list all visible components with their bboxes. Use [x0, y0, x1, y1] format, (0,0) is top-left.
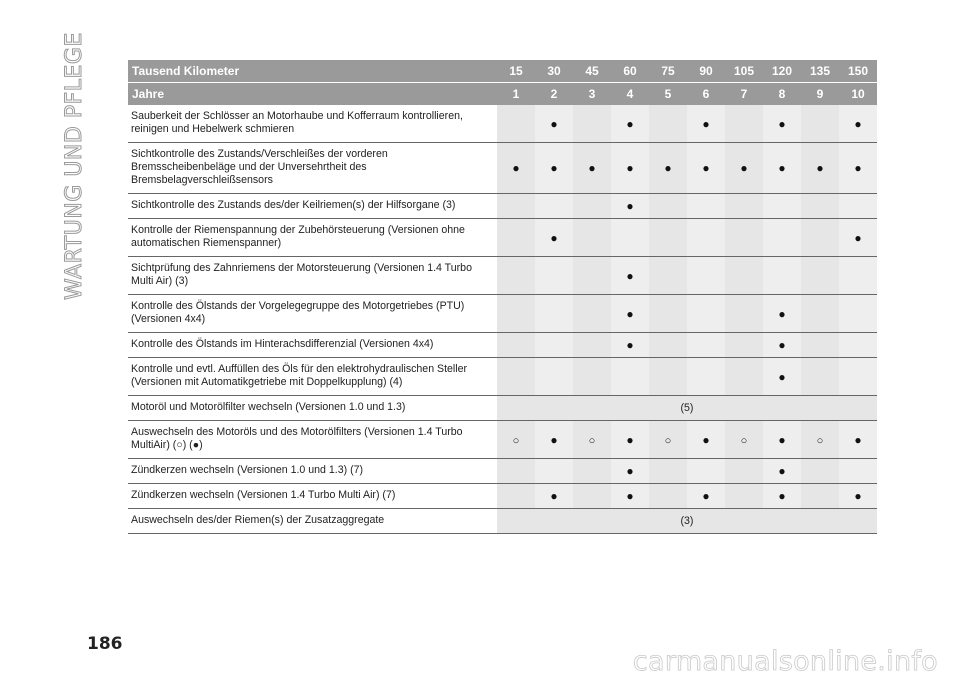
- row-description: Zündkerzen wechseln (Versionen 1.4 Turbo Multi Air) (7): [128, 484, 497, 509]
- km-header-value: 45: [573, 60, 611, 82]
- interval-cell: [763, 333, 801, 358]
- maintenance-schedule-table: [128, 60, 877, 534]
- interval-cell: [611, 421, 649, 459]
- filled-dot-icon: ●: [550, 230, 558, 245]
- year-header-value: 10: [839, 83, 877, 105]
- km-header-value: 60: [611, 60, 649, 82]
- interval-cell: [611, 143, 649, 194]
- interval-cell: [687, 105, 725, 143]
- filled-dot-icon: ●: [854, 116, 862, 131]
- interval-cell: [687, 333, 725, 358]
- page-number: 186: [87, 634, 123, 654]
- interval-cell: [497, 194, 535, 219]
- interval-cell: [839, 295, 877, 333]
- filled-dot-icon: ●: [816, 161, 824, 175]
- interval-cell: [611, 484, 649, 509]
- interval-cell: [535, 143, 573, 194]
- open-circle-icon: ○: [512, 434, 520, 447]
- interval-cell: [611, 257, 649, 295]
- interval-cell: [611, 333, 649, 358]
- interval-cell: [611, 194, 649, 219]
- filled-dot-icon: ●: [550, 116, 558, 131]
- row-description: Auswechseln des Motoröls und des Motorölfilters (Versionen 1.4 Turbo MultiAir) (○) (●): [128, 421, 497, 459]
- interval-cell: [725, 143, 763, 194]
- interval-cell: [535, 333, 573, 358]
- interval-cell: [801, 459, 839, 484]
- interval-cell: [763, 295, 801, 333]
- interval-cell: [611, 358, 649, 396]
- interval-cell: [649, 333, 687, 358]
- filled-dot-icon: ●: [626, 489, 634, 503]
- km-header-label: Tausend Kilometer: [128, 60, 497, 82]
- filled-dot-icon: ●: [702, 432, 710, 447]
- interval-cell: [535, 484, 573, 509]
- interval-cell: [763, 459, 801, 484]
- row-description: Motoröl und Motorölfilter wechseln (Versionen 1.0 und 1.3): [128, 396, 497, 421]
- row-description: Kontrolle des Ölstands der Vorgelegegruppe des Motorgetriebes (PTU) (Versionen 4x4): [128, 295, 497, 333]
- interval-cell: [839, 143, 877, 194]
- interval-cell: [801, 421, 839, 459]
- km-header-value: 150: [839, 60, 877, 82]
- km-header-value: 30: [535, 60, 573, 82]
- interval-cell: [649, 105, 687, 143]
- interval-cell: [497, 459, 535, 484]
- interval-cell: [801, 333, 839, 358]
- interval-cell: [725, 257, 763, 295]
- table-row: [128, 105, 877, 143]
- filled-dot-icon: ●: [702, 161, 710, 175]
- interval-cell: [725, 194, 763, 219]
- interval-cell: [725, 358, 763, 396]
- year-header-value: 7: [725, 83, 763, 105]
- interval-cell: [649, 257, 687, 295]
- filled-dot-icon: ●: [626, 161, 634, 175]
- row-description: Sichtprüfung des Zahnriemens der Motorsteuerung (Versionen 1.4 Turbo Multi Air) (3): [128, 257, 497, 295]
- filled-dot-icon: ●: [588, 161, 596, 175]
- row-description: Sauberkeit der Schlösser an Motorhaube und Kofferraum kontrollieren, reinigen und Hebelwerk schmieren: [128, 105, 497, 143]
- interval-cell: [687, 295, 725, 333]
- filled-dot-icon: ●: [854, 432, 862, 447]
- interval-cell: [573, 257, 611, 295]
- table-row: [128, 295, 877, 333]
- table-row: [128, 194, 877, 219]
- table-row: [128, 333, 877, 358]
- interval-cell: [573, 143, 611, 194]
- interval-cell: [497, 219, 535, 257]
- table-row: [128, 219, 877, 257]
- interval-cell: [535, 194, 573, 219]
- interval-cell: [687, 421, 725, 459]
- interval-cell: [649, 295, 687, 333]
- interval-cell: [687, 459, 725, 484]
- interval-cell: [801, 358, 839, 396]
- interval-cell: [649, 143, 687, 194]
- interval-cell: [611, 219, 649, 257]
- interval-cell: [611, 459, 649, 484]
- interval-cell: [687, 219, 725, 257]
- interval-cell: [535, 295, 573, 333]
- interval-cell: [573, 194, 611, 219]
- interval-cell: [497, 143, 535, 194]
- interval-cell: [573, 484, 611, 509]
- filled-dot-icon: ●: [854, 230, 862, 245]
- table-row: [128, 396, 877, 421]
- interval-cell: [801, 105, 839, 143]
- interval-cell: [573, 421, 611, 459]
- filled-dot-icon: ●: [550, 161, 558, 175]
- filled-dot-icon: ●: [702, 116, 710, 131]
- filled-dot-icon: ●: [778, 369, 786, 384]
- row-description: Sichtkontrolle des Zustands/Verschleißes der vorderen Bremsscheibenbeläge und der Unversehrtheit des Bremsbelagverschleißsensors: [128, 143, 497, 194]
- table-row: [128, 143, 877, 194]
- interval-cell: [801, 219, 839, 257]
- filled-dot-icon: ●: [626, 306, 634, 321]
- interval-cell: [611, 105, 649, 143]
- row-description: Zündkerzen wechseln (Versionen 1.0 und 1.3) (7): [128, 459, 497, 484]
- interval-cell: [573, 358, 611, 396]
- km-header-value: 75: [649, 60, 687, 82]
- interval-cell: [687, 143, 725, 194]
- interval-cell: [649, 358, 687, 396]
- open-circle-icon: ○: [588, 434, 596, 447]
- interval-cell: [763, 105, 801, 143]
- row-description: Kontrolle der Riemenspannung der Zubehörsteuerung (Versionen ohne automatischen Riemenspanner): [128, 219, 497, 257]
- interval-cell: [611, 295, 649, 333]
- filled-dot-icon: ●: [778, 116, 786, 131]
- table-row: [128, 459, 877, 484]
- km-header-row: [128, 60, 877, 82]
- year-header-value: 9: [801, 83, 839, 105]
- section-title-vertical: WARTUNG UND PFLEGE: [62, 32, 87, 300]
- interval-cell: [573, 333, 611, 358]
- filled-dot-icon: ●: [512, 161, 520, 175]
- interval-cell: [839, 421, 877, 459]
- year-header-value: 4: [611, 83, 649, 105]
- years-header-row: [128, 83, 877, 105]
- interval-cell: [839, 257, 877, 295]
- year-header-value: 3: [573, 83, 611, 105]
- table-row: [128, 421, 877, 459]
- interval-cell: [839, 484, 877, 509]
- interval-cell: [839, 333, 877, 358]
- filled-dot-icon: ●: [550, 432, 558, 447]
- interval-cell: [497, 257, 535, 295]
- km-header-value: 15: [497, 60, 535, 82]
- filled-dot-icon: ●: [626, 338, 634, 352]
- filled-dot-icon: ●: [702, 489, 710, 503]
- row-note: (5): [497, 396, 877, 421]
- interval-cell: [687, 257, 725, 295]
- interval-cell: [687, 194, 725, 219]
- interval-cell: [535, 421, 573, 459]
- year-header-value: 2: [535, 83, 573, 105]
- table-row: [128, 484, 877, 509]
- filled-dot-icon: ●: [664, 161, 672, 175]
- interval-cell: [497, 333, 535, 358]
- interval-cell: [763, 421, 801, 459]
- interval-cell: [649, 484, 687, 509]
- table-row: [128, 358, 877, 396]
- interval-cell: [573, 105, 611, 143]
- interval-cell: [763, 484, 801, 509]
- row-description: Kontrolle des Ölstands im Hinterachsdifferenzial (Versionen 4x4): [128, 333, 497, 358]
- filled-dot-icon: ●: [854, 489, 862, 503]
- interval-cell: [763, 219, 801, 257]
- interval-cell: [535, 257, 573, 295]
- filled-dot-icon: ●: [626, 432, 634, 447]
- interval-cell: [573, 459, 611, 484]
- filled-dot-icon: ●: [778, 338, 786, 352]
- filled-dot-icon: ●: [626, 268, 634, 283]
- interval-cell: [763, 358, 801, 396]
- filled-dot-icon: ●: [854, 161, 862, 175]
- interval-cell: [801, 194, 839, 219]
- interval-cell: [535, 219, 573, 257]
- table-row: [128, 257, 877, 295]
- interval-cell: [573, 295, 611, 333]
- filled-dot-icon: ●: [778, 432, 786, 447]
- filled-dot-icon: ●: [778, 161, 786, 175]
- interval-cell: [725, 484, 763, 509]
- interval-cell: [801, 484, 839, 509]
- km-header-value: 105: [725, 60, 763, 82]
- year-header-value: 6: [687, 83, 725, 105]
- filled-dot-icon: ●: [626, 116, 634, 131]
- row-description: Kontrolle und evtl. Auffüllen des Öls für den elektrohydraulischen Steller (Versionen mit Automatikgetriebe mit Doppelkupplung) (4): [128, 358, 497, 396]
- interval-cell: [839, 219, 877, 257]
- watermark: carmanualsonline.info: [632, 646, 938, 677]
- interval-cell: [725, 459, 763, 484]
- interval-cell: [839, 358, 877, 396]
- year-header-value: 8: [763, 83, 801, 105]
- filled-dot-icon: ●: [626, 199, 634, 213]
- interval-cell: [801, 295, 839, 333]
- interval-cell: [763, 143, 801, 194]
- interval-cell: [725, 421, 763, 459]
- years-header-label: Jahre: [128, 83, 497, 105]
- interval-cell: [649, 219, 687, 257]
- row-note: (3): [497, 509, 877, 534]
- filled-dot-icon: ●: [778, 489, 786, 503]
- interval-cell: [725, 295, 763, 333]
- interval-cell: [839, 105, 877, 143]
- open-circle-icon: ○: [740, 434, 748, 447]
- interval-cell: [801, 257, 839, 295]
- filled-dot-icon: ●: [550, 489, 558, 503]
- km-header-value: 135: [801, 60, 839, 82]
- km-header-value: 120: [763, 60, 801, 82]
- interval-cell: [497, 358, 535, 396]
- table-row: [128, 509, 877, 534]
- interval-cell: [687, 358, 725, 396]
- interval-cell: [725, 333, 763, 358]
- open-circle-icon: ○: [664, 434, 672, 447]
- interval-cell: [763, 194, 801, 219]
- interval-cell: [497, 105, 535, 143]
- year-header-value: 5: [649, 83, 687, 105]
- open-circle-icon: ○: [816, 434, 824, 447]
- interval-cell: [573, 219, 611, 257]
- interval-cell: [649, 421, 687, 459]
- year-header-value: 1: [497, 83, 535, 105]
- interval-cell: [649, 459, 687, 484]
- interval-cell: [535, 358, 573, 396]
- filled-dot-icon: ●: [778, 306, 786, 321]
- filled-dot-icon: ●: [626, 464, 634, 478]
- interval-cell: [839, 459, 877, 484]
- interval-cell: [687, 484, 725, 509]
- interval-cell: [497, 484, 535, 509]
- filled-dot-icon: ●: [740, 161, 748, 175]
- interval-cell: [535, 105, 573, 143]
- row-description: Sichtkontrolle des Zustands des/der Keilriemen(s) der Hilfsorgane (3): [128, 194, 497, 219]
- km-header-value: 90: [687, 60, 725, 82]
- interval-cell: [725, 219, 763, 257]
- row-description: Auswechseln des/der Riemen(s) der Zusatzaggregate: [128, 509, 497, 534]
- interval-cell: [535, 459, 573, 484]
- interval-cell: [649, 194, 687, 219]
- interval-cell: [497, 421, 535, 459]
- filled-dot-icon: ●: [778, 464, 786, 478]
- interval-cell: [497, 295, 535, 333]
- interval-cell: [725, 105, 763, 143]
- interval-cell: [839, 194, 877, 219]
- interval-cell: [763, 257, 801, 295]
- interval-cell: [801, 143, 839, 194]
